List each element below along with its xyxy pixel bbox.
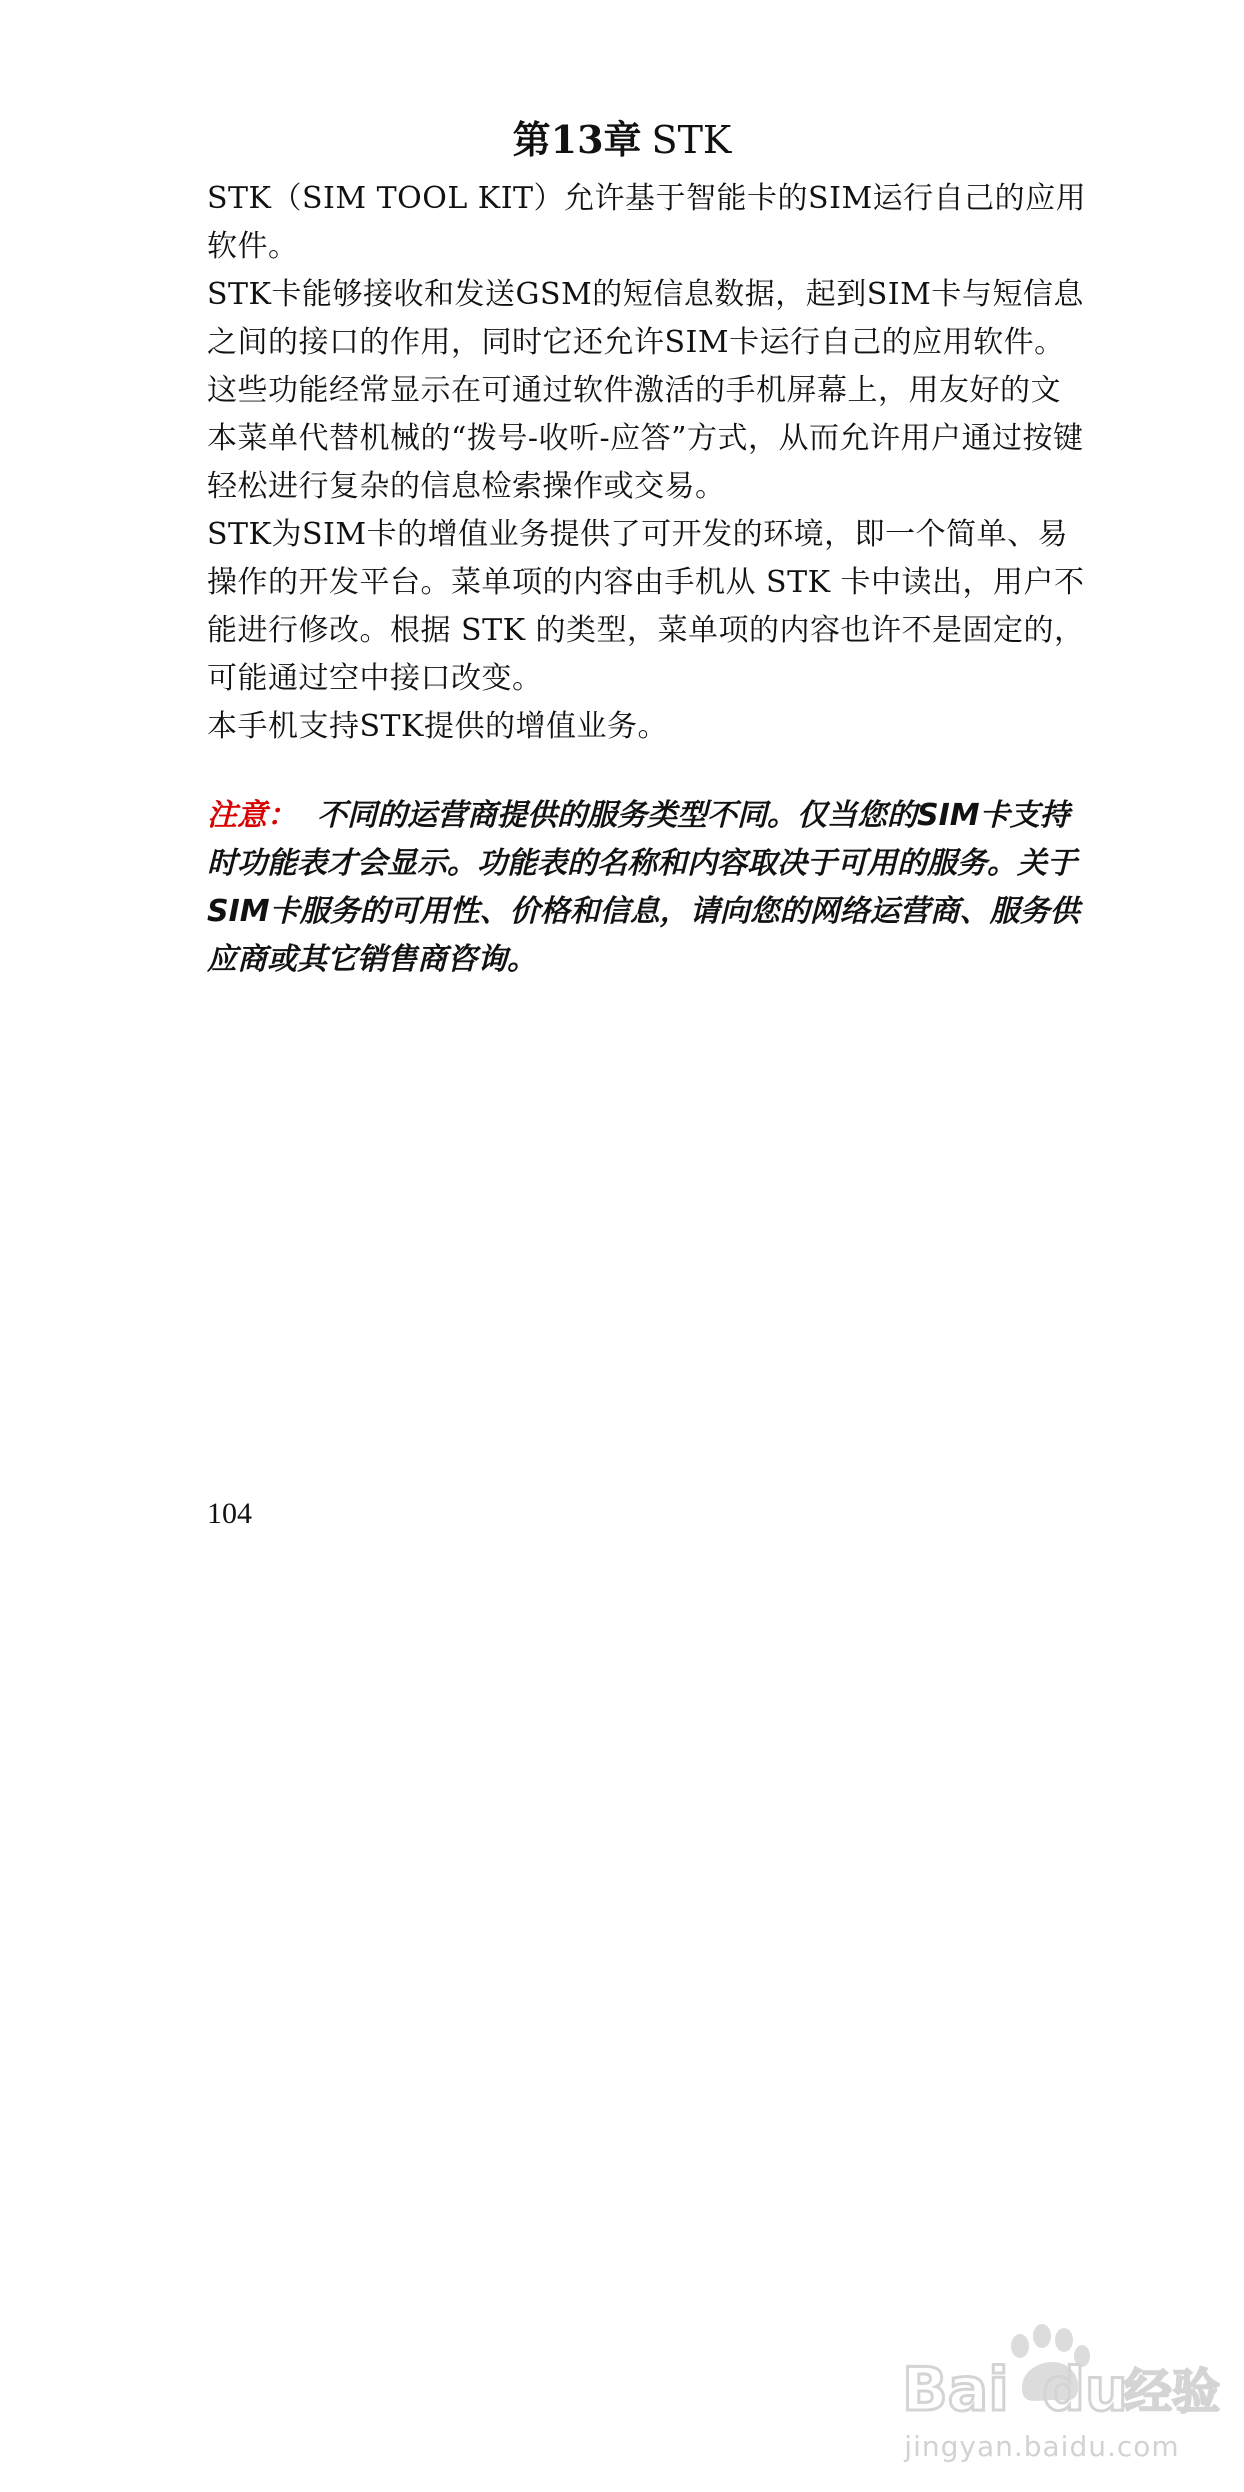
note-label: 注意： xyxy=(207,798,297,833)
svg-text:du: du xyxy=(1042,2355,1128,2425)
chapter-number: 第13章 xyxy=(512,117,642,162)
chapter-name: STK xyxy=(651,118,732,162)
note-text: 不同的运营商提供的服务类型不同。仅当您的SIM卡支持时功能表才会显示。功能表的名称和内容取决于可用的服务。关于SIM卡服务的可用性、价格和信息，请向您的网络运营商、服务供应商或其它销售商咨询。 xyxy=(207,798,1080,977)
paragraph-function: STK卡能够接收和发送GSM的短信息数据，起到SIM卡与短信息之间的接口的作用，同时它还允许SIM卡运行自己的应用软件。这些功能经常显示在可通过软件激活的手机屏幕上，用友好的文本菜单代替机械的“拨号-收听-应答”方式，从而允许用户通过按键轻松进行复杂的信息检索操作或交易。 xyxy=(207,277,1084,504)
page-number: 104 xyxy=(207,1497,252,1530)
chapter-title xyxy=(0,112,1244,168)
svg-text:经验: 经验 xyxy=(1124,2364,1221,2420)
svg-text:Bai: Bai xyxy=(902,2355,1009,2425)
paragraph-platform: STK为SIM卡的增值业务提供了可开发的环境，即一个简单、易操作的开发平台。菜单项的内容由手机从 STK 卡中读出，用户不能进行修改。根据 STK 的类型，菜单项的内容也许不是固定的，可能通过空中接口改变。 xyxy=(207,517,1085,696)
paragraph-support: 本手机支持STK提供的增值业务。 xyxy=(207,709,668,744)
baidu-logo-icon xyxy=(892,2318,1232,2428)
body-text xyxy=(207,175,1087,751)
baidu-jingyan-watermark xyxy=(892,2318,1232,2468)
paragraph-intro: STK（SIM TOOL KIT）允许基于智能卡的SIM运行自己的应用软件。 xyxy=(207,181,1087,264)
watermark-url: jingyan.baidu.com xyxy=(904,2430,1180,2463)
note-block xyxy=(207,792,1092,984)
